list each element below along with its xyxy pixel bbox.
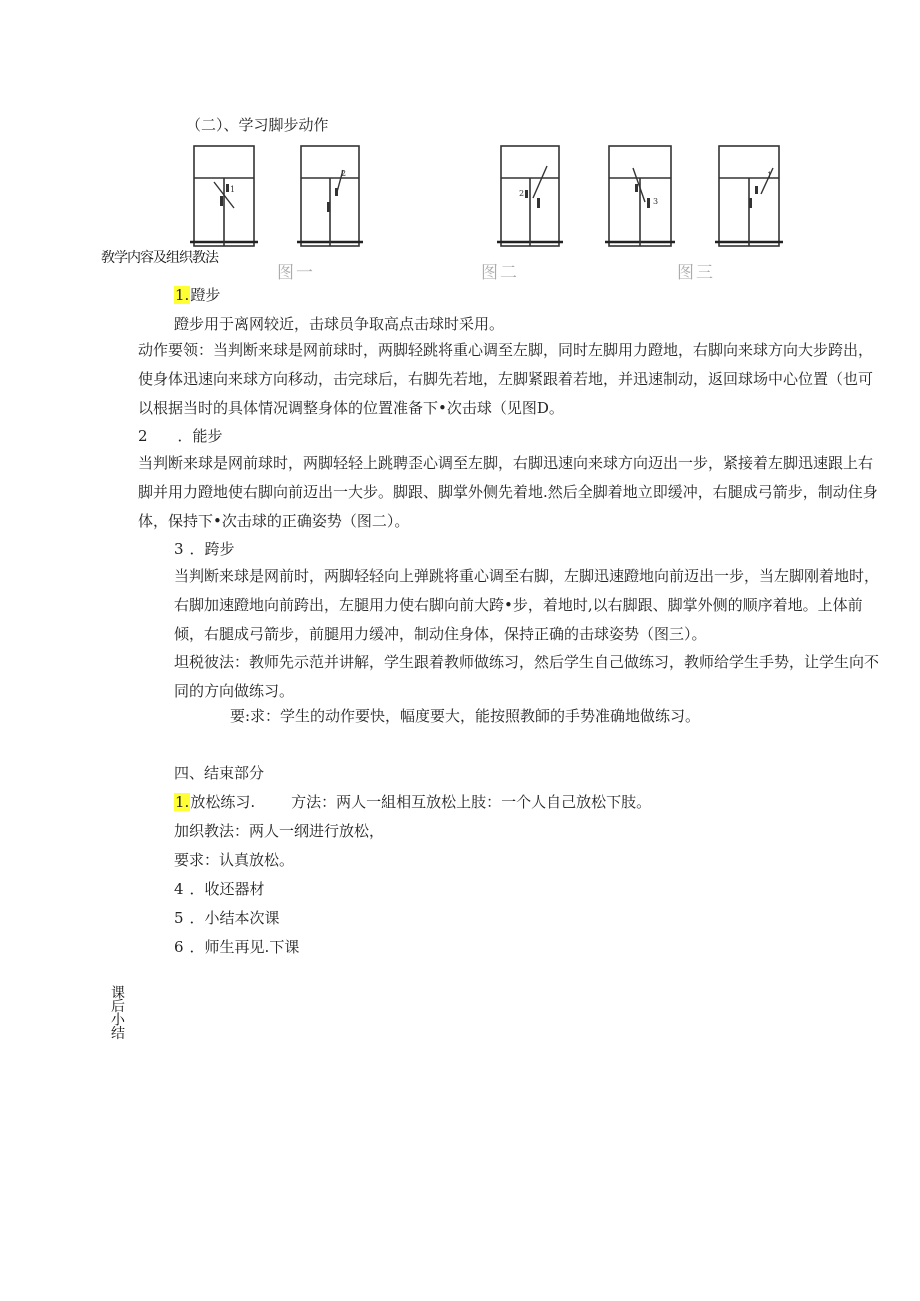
- side-label-teaching-text: 敎学内容及组织教法: [101, 250, 218, 266]
- end-item6-text: ．师生再见.下课: [189, 938, 300, 956]
- end-item4: [174, 878, 265, 899]
- svg-text:2: 2: [519, 189, 525, 198]
- side-label-teaching: [101, 247, 218, 267]
- court-diagram-3: [715, 142, 783, 250]
- step1-intro: 蹬步用于离网较近，击球员争取高点击球时采用。: [174, 315, 505, 333]
- end-item5-text: ．小结本次课: [189, 909, 280, 927]
- end-requirement: 要求：认真放松。: [174, 851, 295, 869]
- step3-heading: [174, 538, 235, 559]
- step1-heading: [174, 284, 220, 305]
- court-diagram-1b: [297, 142, 363, 250]
- section-heading-end: 四、结束部分: [174, 764, 265, 782]
- end-item1-title: 放松练习.: [190, 793, 256, 811]
- end-item1-method: 方法：两人一組相互放松上肢：一个人自己放松下肢。: [291, 793, 652, 811]
- step3-text: 当判断来球是网前时，两脚轻轻向上弹跳将重心调至右脚，左脚迅速蹬地向前迈出一步，当左脚刚着地时，右脚加速蹬地向前跨出，左腿用力使右脚向前大跨•步，着地时,以右脚跟、脚掌外侧的顺序着地。上体前倾，右腿成弓箭步，前腿用力缓冲，制动住身体，保持正确的击球姿势（图三）。: [174, 567, 880, 643]
- svg-text:3: 3: [653, 197, 659, 206]
- end-organization: 加织教法：两人一纲进行放松，: [174, 822, 385, 840]
- end-item6: [174, 936, 299, 957]
- step3-title: ．跨步: [189, 540, 235, 558]
- svg-text:1: 1: [230, 185, 236, 194]
- step1-title: 蹬步: [190, 286, 221, 304]
- court-diagram-1a: [190, 142, 258, 250]
- svg-text:2: 2: [341, 169, 347, 178]
- step2-text: 当判断来球是网前球时，两脚轻轻上跳聘歪心调至左脚，右脚迅速向来球方向迈出一步，紧接着左脚迅速跟上右脚并用力蹬地使右脚向前迈出一大步。脚跟、脚掌外侧先着地.然后全脚着地立即缓冲，右腿成弓箭步，制动住身体，保持下•次击球的正确姿势（图二）。: [138, 454, 878, 530]
- step1-text: 动作要领：当判断来球是网前球时，两脚轻跳将重心调至左脚，同时左脚用力蹬地，右脚向来球方向大步跨出，使身体迅速向来球方向移动，击完球后，右脚先若地，左脚紧跟着若地，并迅速制动，返回球场中心位置（也可以根据当时的具体情况调整身体的位置准备下•次击球（见图D。: [138, 341, 874, 417]
- svg-text:1: 1: [767, 171, 773, 180]
- figure-caption-2: 图二: [481, 263, 519, 283]
- end-item1: [174, 791, 651, 812]
- court-diagram-2b: [605, 142, 675, 250]
- end-item5: [174, 907, 280, 928]
- figure-caption-3: 图三: [677, 263, 715, 283]
- end-item4-text: ．收还器材: [189, 880, 265, 898]
- end-item5-number: 5: [174, 909, 184, 927]
- end-item1-number: 1.: [175, 793, 190, 811]
- side-label-summary: [107, 985, 127, 1039]
- step2-title: ．能步: [177, 427, 223, 445]
- step2-heading: [138, 425, 223, 446]
- end-item6-number: 6: [174, 938, 184, 956]
- step3-requirement: 要:求：学生的动作要快，幅度要大，能按照教師的手势准确地做练习。: [230, 707, 701, 725]
- side-label-summary-text: 课后小结: [109, 985, 125, 1039]
- court-diagram-2a: [497, 142, 563, 250]
- figure-caption-1: 图一: [277, 263, 315, 283]
- section-heading-footwork: （二）、学习脚步动作: [186, 116, 329, 134]
- step3-number: 3: [174, 540, 184, 558]
- step1-number: 1.: [175, 286, 190, 304]
- end-item4-number: 4: [174, 880, 184, 898]
- step2-number: 2: [138, 427, 148, 445]
- step3-method: 坦税彼法：教师先示范并讲解，学生跟着教师做练习，然后学生自己做练习，教师给学生手势，让学生向不同的方向做练习。: [174, 653, 880, 700]
